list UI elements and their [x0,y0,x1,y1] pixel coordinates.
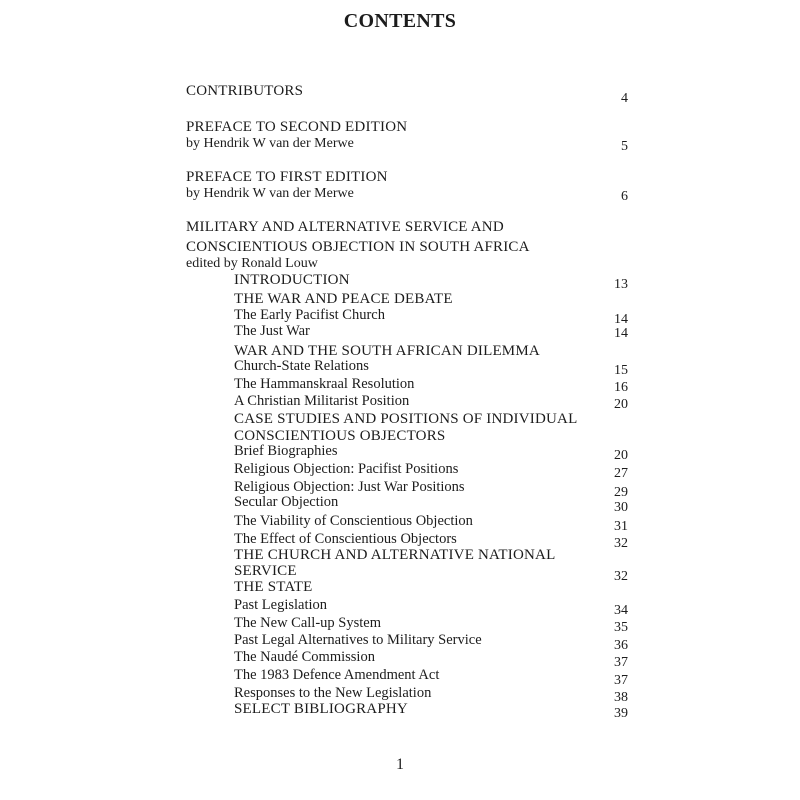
toc-entry-page: 5 [621,139,628,154]
toc-entry-page: 37 [614,673,628,688]
toc-entry-text: The Hammanskraal Resolution [234,376,415,392]
toc-entry-text: SERVICE [234,563,297,579]
toc-entry-page: 16 [614,380,628,395]
toc-entry-text: CONSCIENTIOUS OBJECTORS [234,428,446,444]
toc-entry-text: Past Legislation [234,597,328,613]
toc-entry-text: The Effect of Conscientious Objectors [234,531,457,547]
toc-entry-text: The Naudé Commission [234,649,375,665]
toc-entry-text: Church-State Relations [234,358,369,374]
toc-entry-page: 14 [614,326,628,341]
toc-entry-text: The Viability of Conscientious Objection [234,513,473,529]
toc-entry-text: The New Call-up System [234,615,381,631]
toc-entry-text: A Christian Militarist Position [234,393,410,409]
page-number: 1 [396,756,404,773]
toc-entry-page: 37 [614,655,628,670]
toc-entry-page: 14 [614,312,628,327]
toc-entry-page: 15 [614,363,628,378]
toc-entry-text: Secular Objection [234,494,339,510]
toc-entry-text: Religious Objection: Just War Positions [234,479,465,495]
toc-entry-page: 35 [614,620,628,635]
toc-entry-page: 20 [614,397,628,412]
toc-entry-text: by Hendrik W van der Merwe [186,136,354,151]
toc-entry-text: CONSCIENTIOUS OBJECTION IN SOUTH AFRICA [186,239,530,255]
toc-entry-text: MILITARY AND ALTERNATIVE SERVICE AND [186,219,504,235]
toc-entry-page: 29 [614,485,628,500]
toc-entry-text: SELECT BIBLIOGRAPHY [234,701,408,717]
toc-entry-text: THE WAR AND PEACE DEBATE [234,291,453,307]
toc-entry-page: 4 [621,91,628,106]
toc-entry-text: Responses to the New Legislation [234,685,432,701]
toc-entry-text: PREFACE TO FIRST EDITION [186,169,388,185]
toc-entry-text: THE CHURCH AND ALTERNATIVE NATIONAL [234,547,556,563]
toc-entry-text: Past Legal Alternatives to Military Service [234,632,482,648]
toc-entry-text: CASE STUDIES AND POSITIONS OF INDIVIDUAL [234,411,578,427]
toc-entry-text: edited by Ronald Louw [186,256,318,271]
toc-entry-text: The 1983 Defence Amendment Act [234,667,440,683]
toc-entry-page: 31 [614,519,628,534]
toc-entry-page: 32 [614,536,628,551]
toc-entry-text: Religious Objection: Pacifist Positions [234,461,459,477]
toc-entry-text: by Hendrik W van der Merwe [186,186,354,201]
toc-entry-page: 6 [621,189,628,204]
toc-entry-page: 39 [614,706,628,721]
toc-entry-page: 36 [614,638,628,653]
toc-entry-text: Brief Biographies [234,443,338,459]
toc-entry-page: 13 [614,277,628,292]
toc-entry-page: 30 [614,500,628,515]
toc-entry-text: CONTRIBUTORS [186,83,304,99]
toc-entry-text: The Just War [234,323,310,339]
toc-entry-text: INTRODUCTION [234,272,350,288]
toc-entry-text: PREFACE TO SECOND EDITION [186,119,408,135]
toc-entry-text: The Early Pacifist Church [234,307,385,323]
page-title: CONTENTS [343,10,457,32]
toc-entry-text: THE STATE [234,579,313,595]
toc-entry-page: 27 [614,466,628,481]
toc-entry-page: 32 [614,569,628,584]
toc-entry-page: 38 [614,690,628,705]
toc-entry-page: 34 [614,603,628,618]
toc-entry-page: 20 [614,448,628,463]
toc-entry-text: WAR AND THE SOUTH AFRICAN DILEMMA [234,343,540,359]
